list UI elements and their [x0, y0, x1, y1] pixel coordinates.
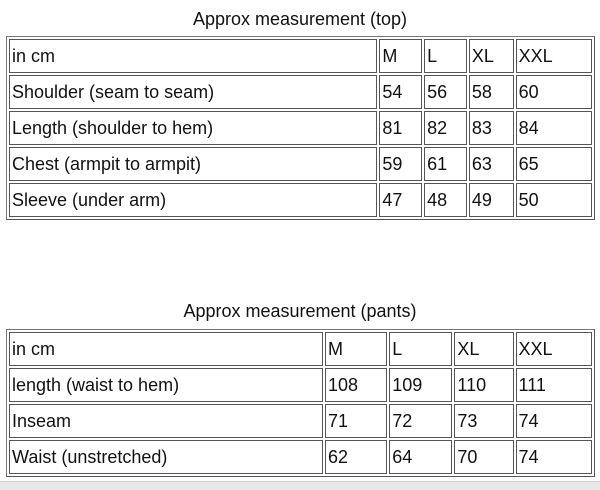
pants-table-caption: Approx measurement (pants) — [183, 301, 417, 321]
table-cell: 64 — [389, 440, 452, 474]
header-cell: in cm — [9, 39, 377, 73]
header-cell: in cm — [9, 332, 323, 366]
table-cell: 48 — [424, 183, 467, 217]
header-cell: XL — [454, 332, 513, 366]
table-cell: 47 — [379, 183, 422, 217]
row-label: Chest (armpit to armpit) — [9, 147, 377, 181]
table-row — [9, 147, 592, 181]
table-cell: 63 — [469, 147, 514, 181]
row-label: Sleeve (under arm) — [9, 183, 377, 217]
header-cell: XL — [469, 39, 514, 73]
table-cell: 82 — [424, 111, 467, 145]
table-cell: 58 — [469, 75, 514, 109]
table-cell: 70 — [454, 440, 513, 474]
top-table-caption: Approx measurement (top) — [192, 9, 408, 29]
table-cell: 60 — [516, 75, 592, 109]
table-row — [9, 75, 592, 109]
table-cell: 73 — [454, 404, 513, 438]
table-cell: 83 — [469, 111, 514, 145]
header-cell: XXL — [516, 39, 592, 73]
table-cell: 49 — [469, 183, 514, 217]
table-header-row — [9, 332, 592, 366]
table-cell: 84 — [516, 111, 592, 145]
pants-measurement-table — [6, 329, 595, 477]
table-cell: 110 — [454, 368, 513, 402]
table-cell: 81 — [379, 111, 422, 145]
header-cell: L — [389, 332, 452, 366]
row-label: length (waist to hem) — [9, 368, 323, 402]
table-cell: 108 — [325, 368, 387, 402]
top-measurement-table — [6, 36, 595, 220]
table-cell: 72 — [389, 404, 452, 438]
row-label: Shoulder (seam to seam) — [9, 75, 377, 109]
table-row — [9, 404, 592, 438]
table-cell: 56 — [424, 75, 467, 109]
table-cell: 109 — [389, 368, 452, 402]
table-cell: 74 — [516, 440, 592, 474]
row-label: Waist (unstretched) — [9, 440, 323, 474]
table-cell: 54 — [379, 75, 422, 109]
header-cell: M — [325, 332, 387, 366]
header-cell: M — [379, 39, 422, 73]
header-cell: L — [424, 39, 467, 73]
table-cell: 62 — [325, 440, 387, 474]
table-cell: 59 — [379, 147, 422, 181]
row-label: Length (shoulder to hem) — [9, 111, 377, 145]
table-cell: 61 — [424, 147, 467, 181]
table-cell: 71 — [325, 404, 387, 438]
table-row — [9, 111, 592, 145]
table-cell: 74 — [516, 404, 592, 438]
header-cell: XXL — [516, 332, 592, 366]
table-header-row — [9, 39, 592, 73]
table-row — [9, 183, 592, 217]
table-cell: 65 — [516, 147, 592, 181]
table-row — [9, 368, 592, 402]
table-cell: 111 — [516, 368, 592, 402]
table-cell: 50 — [516, 183, 592, 217]
row-label: Inseam — [9, 404, 323, 438]
table-row — [9, 440, 592, 474]
